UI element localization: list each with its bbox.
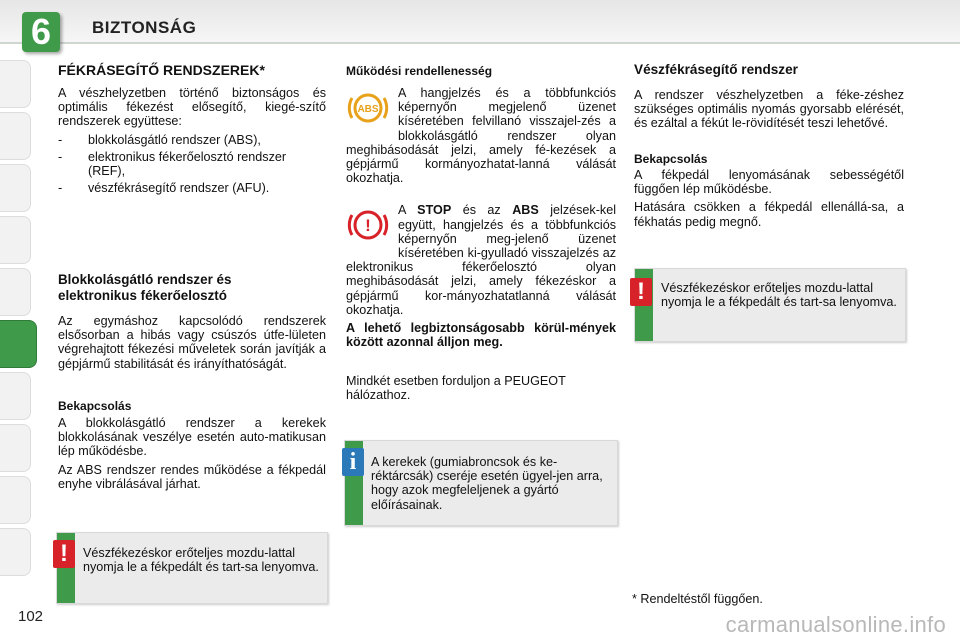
col1-intro-block: [58, 86, 326, 198]
col1-activation-text: A blokkolásgátló rendszer a kerekek blokkolásának veszélye esetén auto-matikusan lép működésbe. Az ABS rendszer rendes működése a fékpedál enyhe vibrálásával járhat.: [58, 416, 326, 491]
watermark: carmanualsonline.info: [725, 612, 946, 637]
chapter-tab-6[interactable]: [0, 320, 37, 368]
info-icon: i: [342, 448, 364, 476]
col2-info-text: A kerekek (gumiabroncsok és ke-réktárcsák) cseréje esetén ügyel-jen arra, hogy azok megfeleljenek a gyártó előírásainak.: [371, 455, 603, 512]
header-divider: [0, 42, 960, 44]
col3-activation-text: A fékpedál lenyomásának sebességétől függően lép működésbe. Hatására csökken a fékpedál ellenállá-sa, a fékhatás pedig megnő.: [634, 168, 904, 229]
col3-intro: A rendszer vészhelyzetben a féke-zéshez szükséges optimális nyomás gyorsabb elérését, és ezáltal a fékút le-rövidítését teszi lehetővé.: [634, 88, 904, 131]
footnote: * Rendeltéstől függően.: [632, 592, 763, 606]
chapter-tab-9[interactable]: [0, 476, 31, 524]
col2-text-block: ABS A hangjelzés és a többfunkciós képernyőn megjelenő üzenet kíséretében felvillanó visszajel-zés a blokkolásgátló rendszer olyan meghibásodását jelzi, amely fé-kezések a gépjármű kormányozhatat-lanná válását okozhatja. ! A STOP és az ABS jelzések-kel együtt, hangjelzés és a többfunkciós képernyőn meg-jelenő üzenet kíséretében ki-gyulladó visszajelzés az elektronikus fékerőelosztó olyan meghibásodását jelzi, amely fékezéskor a gépjármű kor-mányozhatatlanná válását okozhatja. A lehető legbiztonságosabb körül-mények között azonnal álljon meg.: [346, 86, 617, 350]
chapter-tab-5[interactable]: [0, 268, 31, 316]
col1-activation-label: Bekapcsolás: [58, 399, 132, 413]
list-item: - vészfékrásegítő rendszer (AFU).: [58, 181, 270, 196]
col3-warning-text: Vészfékezéskor erőteljes mozdu-lattal nyomja le a fékpedált és tart-sa lenyomva.: [661, 281, 897, 310]
chapter-tab-8[interactable]: [0, 424, 31, 472]
section-title-emergency-brake-assist: Vészfékrásegítő rendszer: [634, 62, 798, 77]
abs-warning-light-icon: [346, 86, 390, 133]
chapter-title: BIZTONSÁG: [92, 18, 197, 37]
brake-warning-light-icon: [346, 203, 390, 250]
list-item: - blokkolásgátló rendszer (ABS),: [58, 132, 261, 147]
warning-icon: !: [53, 540, 75, 568]
col1-abs-text: Az egymáshoz kapcsolódó rendszerek elsősorban a hibás vagy csúszós útfe-lületen végrehajtott fékezési műveletek során javítják a gépjármű stabilitását és irányíthatóságát.: [58, 314, 326, 371]
col3-warning-box: [634, 268, 906, 342]
col1-intro: A vészhelyzetben történő biztonságos és optimális fékezést elősegítő, kiegé-szítő rendszerek együttese:: [58, 86, 326, 129]
col1-warning-box: [56, 532, 328, 604]
col1-warning-text: Vészfékezéskor erőteljes mozdu-lattal nyomja le a fékpedált és tart-sa lenyomva.: [83, 546, 319, 575]
chapter-tab-7[interactable]: [0, 372, 31, 420]
col2-info-box: [344, 440, 618, 526]
chapter-tab-1[interactable]: [0, 60, 31, 108]
subsection-title-abs-ref: Blokkolásgátló rendszer és elektronikus fékerőelosztó: [58, 272, 232, 303]
chapter-tab-3[interactable]: [0, 164, 31, 212]
section-title-malfunction: Működési rendellenesség: [346, 64, 493, 78]
list-item: - elektronikus fékerőelosztó rendszer (REF),: [58, 149, 287, 179]
chapter-tab-4[interactable]: [0, 216, 31, 264]
chapter-tab-10[interactable]: [0, 528, 31, 576]
col3-activation-label: Bekapcsolás: [634, 152, 708, 166]
page-number: 102: [18, 608, 44, 625]
col2-service-note: Mindkét esetben forduljon a PEUGEOT hálózathoz.: [346, 374, 566, 403]
section-title-brake-systems: FÉKRÁSEGÍTŐ RENDSZEREK*: [58, 62, 265, 78]
brake-systems-list: [58, 133, 326, 196]
warning-icon: !: [630, 278, 652, 306]
chapter-number-badge: 6: [22, 12, 60, 52]
svg-text:ABS: ABS: [357, 104, 379, 115]
col2-stop-instruction: A lehető legbiztonságosabb körül-mények között azonnal álljon meg.: [346, 321, 616, 350]
svg-text:!: !: [365, 216, 371, 236]
chapter-tab-2[interactable]: [0, 112, 31, 160]
